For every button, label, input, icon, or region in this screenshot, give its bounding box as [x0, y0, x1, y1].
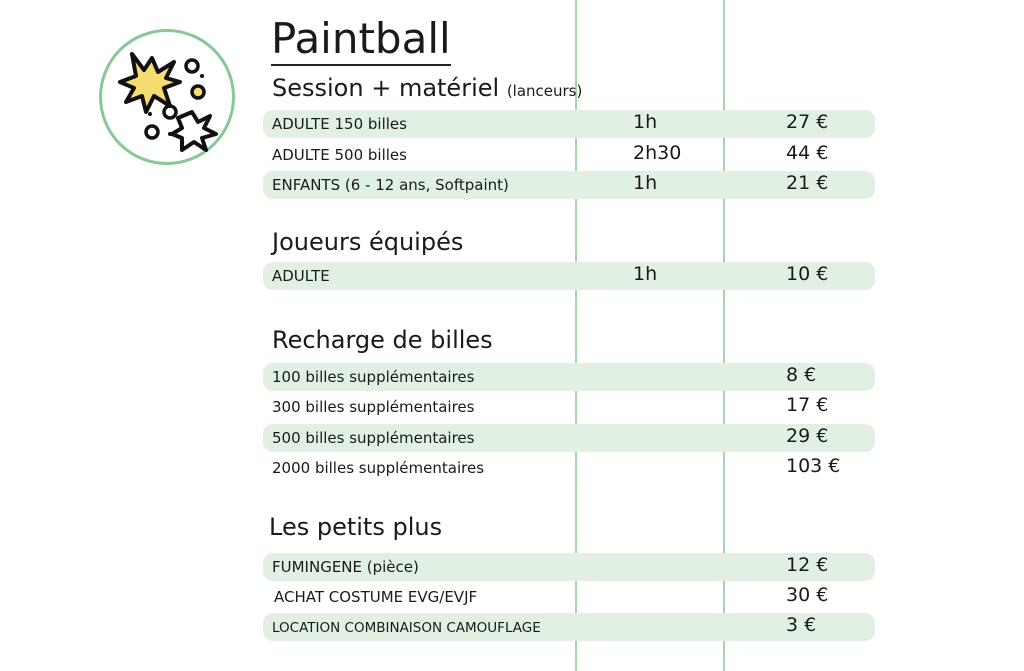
price-row: 100 billes supplémentaires 8 €	[263, 363, 875, 391]
price-row: FUMINGENE (pièce) 12 €	[263, 553, 875, 581]
price-row: ADULTE 1h 10 €	[263, 262, 875, 290]
price-row: ADULTE 150 billes 1h 27 €	[263, 110, 875, 138]
page-title: Paintball	[271, 14, 451, 66]
price-row: ACHAT COSTUME EVG/EVJF 30 €	[274, 584, 829, 606]
paintball-logo	[99, 29, 235, 165]
paint-splat-icon	[102, 32, 232, 162]
section-heading: Les petits plus	[269, 513, 443, 541]
section-heading: Recharge de billes	[272, 326, 493, 354]
price-row: ENFANTS (6 - 12 ans, Softpaint) 1h 21 €	[263, 171, 875, 199]
price-row: ADULTE 500 billes 2h30 44 €	[272, 142, 829, 164]
price-row: LOCATION COMBINAISON CAMOUFLAGE 3 €	[263, 613, 875, 641]
section-heading: Joueurs équipés	[272, 228, 464, 256]
section-heading: Session + matériel (lanceurs)	[272, 74, 583, 102]
price-row: 300 billes supplémentaires 17 €	[272, 394, 829, 416]
price-row: 2000 billes supplémentaires 103 €	[272, 455, 841, 477]
price-row: 500 billes supplémentaires 29 €	[263, 424, 875, 452]
